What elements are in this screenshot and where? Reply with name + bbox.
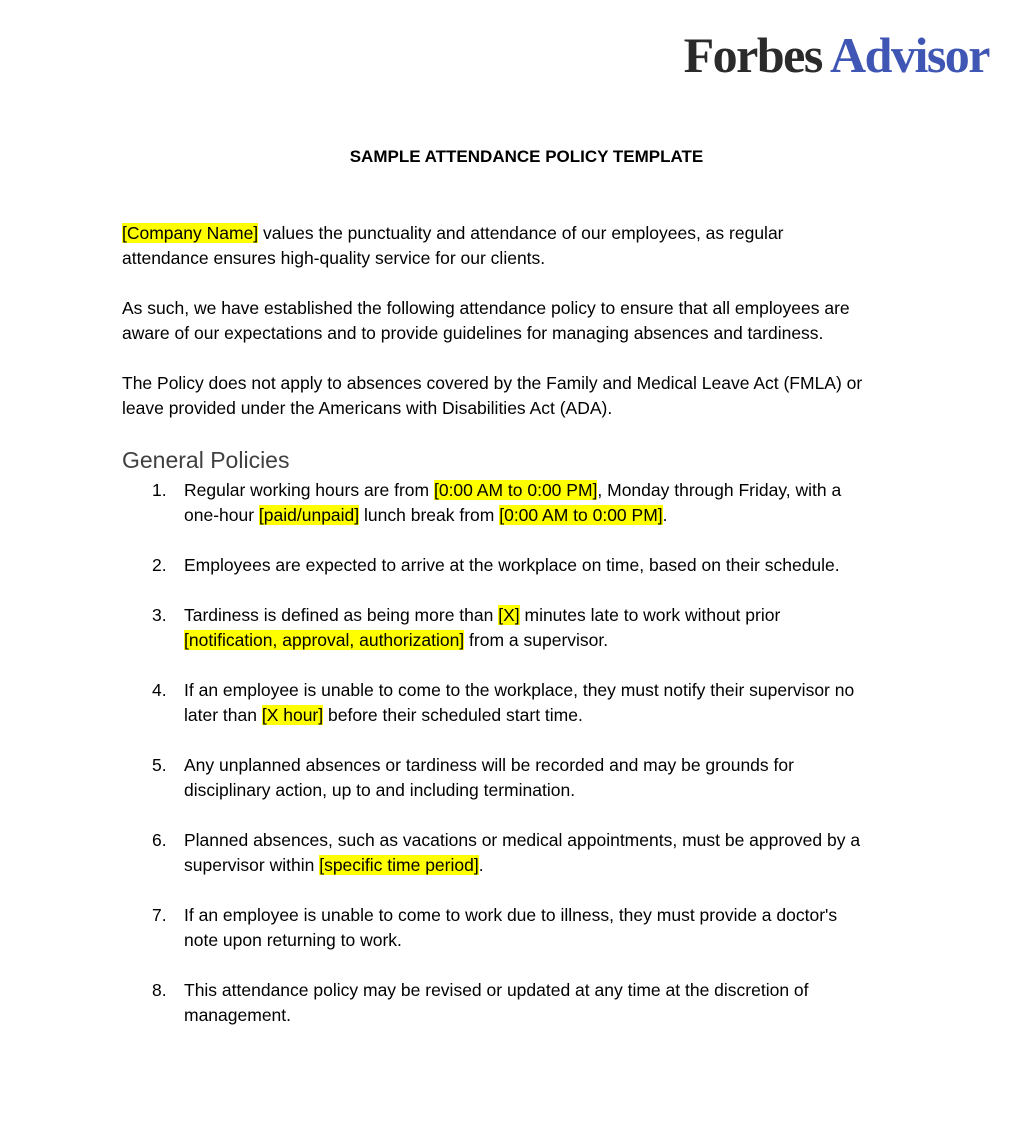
policy-text: one-hour xyxy=(184,505,259,525)
placeholder-x-hour: [X hour] xyxy=(261,705,324,725)
placeholder-x-minutes: [X] xyxy=(498,605,520,625)
document-body xyxy=(122,221,952,1053)
policy-list xyxy=(122,478,952,1028)
policy-text: before their scheduled start time. xyxy=(323,705,583,725)
list-number: 6. xyxy=(152,830,167,850)
policy-text: Regular working hours are from xyxy=(184,480,434,500)
policy-text: disciplinary action, up to and including termination. xyxy=(184,780,576,800)
list-number: 7. xyxy=(152,905,167,925)
policy-text: Employees are expected to arrive at the workplace on time, based on their schedule. xyxy=(184,555,840,575)
policy-text: . xyxy=(662,505,668,525)
forbes-advisor-logo xyxy=(683,27,989,83)
policy-text: , Monday through Friday, with a xyxy=(597,480,842,500)
placeholder-time-period: [specific time period] xyxy=(319,855,479,875)
list-number: 1. xyxy=(152,480,167,500)
intro-p2-line-2: aware of our expectations and to provide guidelines for managing absences and tardiness. xyxy=(122,323,824,343)
policy-text: Planned absences, such as vacations or medical appointments, must be approved by a xyxy=(184,830,861,850)
placeholder-notification-type: [notification, approval, authorization] xyxy=(184,630,465,650)
list-number: 4. xyxy=(152,680,167,700)
section-heading-general-policies: General Policies xyxy=(122,447,290,473)
placeholder-company-name: [Company Name] xyxy=(122,223,259,243)
list-number: 5. xyxy=(152,755,167,775)
policy-text: supervisor within xyxy=(184,855,320,875)
policy-item-7 xyxy=(122,903,952,953)
policy-text: management. xyxy=(184,1005,292,1025)
placeholder-lunch-hours: [0:00 AM to 0:00 PM] xyxy=(499,505,663,525)
policy-item-5 xyxy=(122,753,952,803)
intro-paragraph-1 xyxy=(122,221,952,271)
document-title: SAMPLE ATTENDANCE POLICY TEMPLATE xyxy=(349,147,704,166)
policy-text: If an employee is unable to come to work due to illness, they must provide a doctor's xyxy=(184,905,838,925)
policy-text: . xyxy=(478,855,484,875)
policy-text: If an employee is unable to come to the workplace, they must notify their supervisor no xyxy=(184,680,855,700)
intro-p1-text-a: values the punctuality and attendance of our employees, as regular xyxy=(258,223,784,243)
policy-item-2 xyxy=(122,553,952,578)
policy-item-3 xyxy=(122,603,952,653)
intro-p1-text-b: attendance ensures high-quality service for our clients. xyxy=(122,248,546,268)
policy-item-1 xyxy=(122,478,952,528)
policy-text: Any unplanned absences or tardiness will be recorded and may be grounds for xyxy=(184,755,794,775)
policy-text: from a supervisor. xyxy=(464,630,609,650)
intro-paragraph-3 xyxy=(122,371,952,421)
list-number: 8. xyxy=(152,980,167,1000)
placeholder-paid-unpaid: [paid/unpaid] xyxy=(258,505,360,525)
policy-text: later than xyxy=(184,705,262,725)
list-number: 3. xyxy=(152,605,167,625)
list-number: 2. xyxy=(152,555,167,575)
logo-word-forbes: Forbes xyxy=(683,27,822,83)
policy-text: note upon returning to work. xyxy=(184,930,402,950)
placeholder-working-hours: [0:00 AM to 0:00 PM] xyxy=(433,480,598,500)
policy-item-4 xyxy=(122,678,952,728)
intro-p3-line-2: leave provided under the Americans with Disabilities Act (ADA). xyxy=(122,398,613,418)
policy-item-8 xyxy=(122,978,952,1028)
logo-word-advisor: Advisor xyxy=(830,27,989,83)
intro-p3-line-1: The Policy does not apply to absences covered by the Family and Medical Leave Act (FMLA) or xyxy=(122,373,863,393)
policy-text: This attendance policy may be revised or updated at any time at the discretion of xyxy=(184,980,809,1000)
policy-text: Tardiness is defined as being more than xyxy=(184,605,499,625)
intro-paragraph-2 xyxy=(122,296,952,346)
policy-text: minutes late to work without prior xyxy=(519,605,781,625)
policy-text: lunch break from xyxy=(359,505,500,525)
intro-p2-line-1: As such, we have established the following attendance policy to ensure that all employees are xyxy=(122,298,850,318)
policy-item-6 xyxy=(122,828,952,878)
